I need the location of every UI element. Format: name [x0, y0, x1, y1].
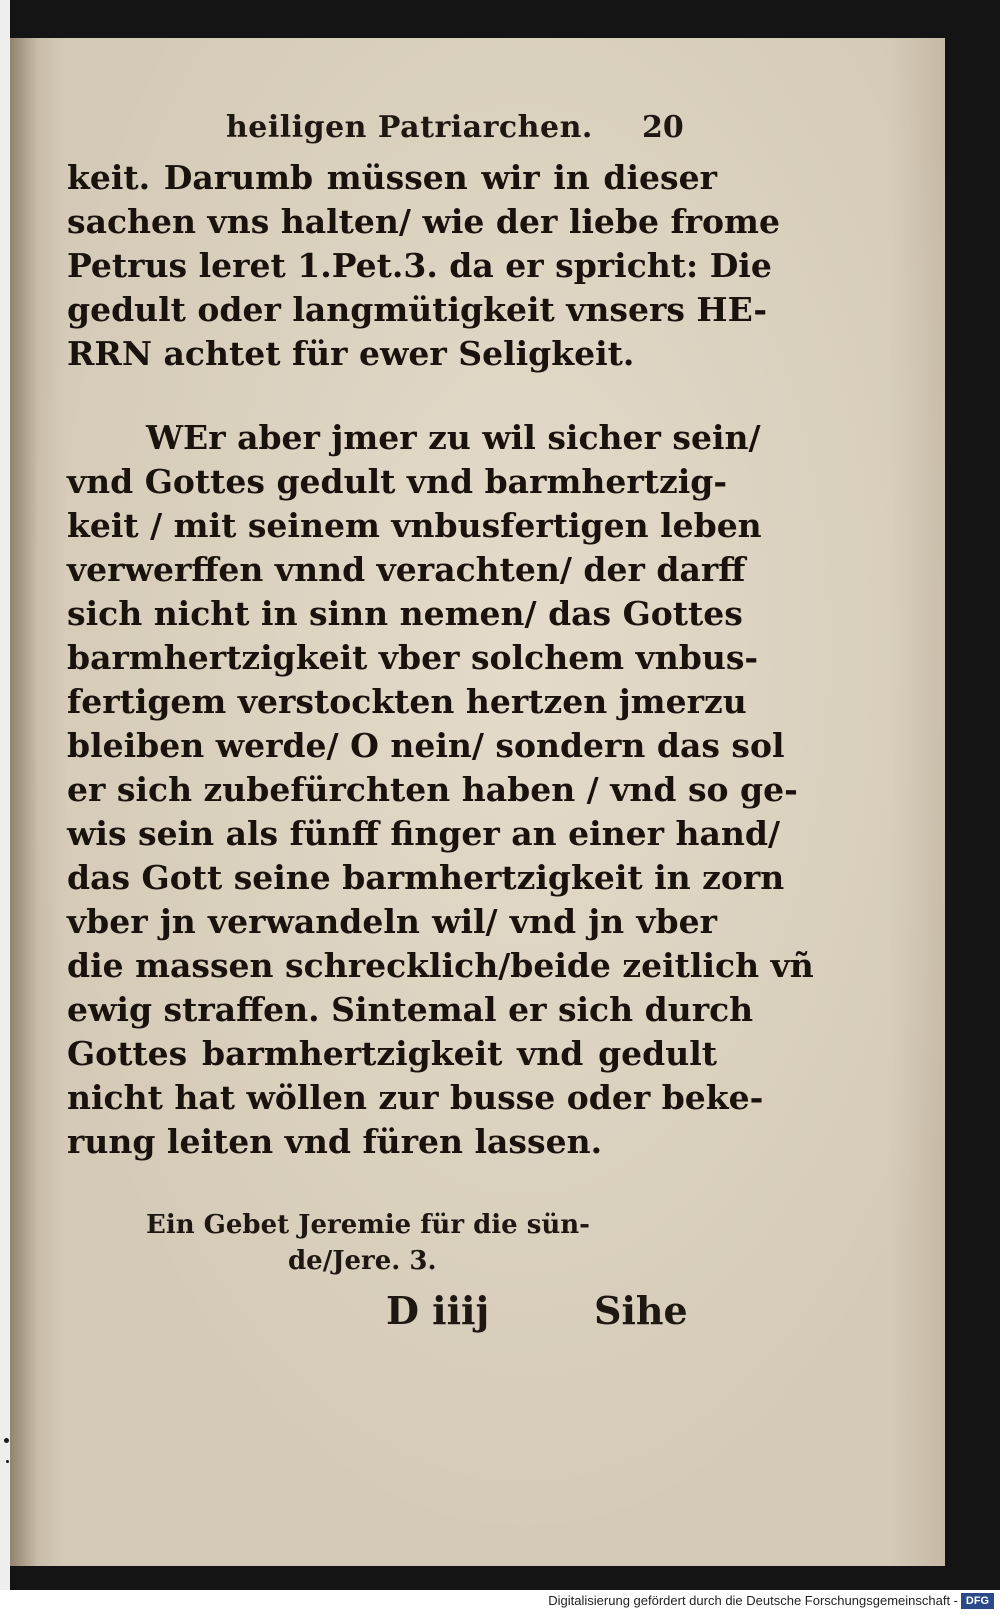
- catchword: Sihe: [594, 1288, 688, 1333]
- text-line: sich nicht in sinn nemen/ das Gottes: [67, 594, 743, 633]
- text-line: WEr aber jmer zu wil sicher sein/: [146, 418, 761, 457]
- dfg-logo: DFG: [961, 1593, 994, 1609]
- funding-credit: Digitalisierung gefördert durch die Deutsche Forschungsgemeinschaft -: [548, 1593, 958, 1608]
- text-line: verwerffen vnnd verachten/ der darff: [67, 550, 746, 589]
- text-line: bleiben werde/ O nein/ sondern das sol: [67, 726, 785, 765]
- text-line: keit / mit seinem vnbusfertigen leben: [67, 506, 762, 545]
- text-line: er sich zubefürchten haben / vnd so ge-: [67, 770, 798, 809]
- text-line: ewig straffen. Sintemal er sich durch: [67, 990, 754, 1029]
- text-line: keit. Darumb müssen wir in dieser: [67, 158, 717, 197]
- text-line: wis sein als fünff finger an einer hand/: [67, 814, 781, 853]
- text-line: fertigem verstockten hertzen jmerzu: [67, 682, 747, 721]
- text-line: RRN achtet für ewer Seligkeit.: [67, 334, 635, 373]
- scan-margin-left: [0, 0, 10, 1614]
- signature-mark: D iiij: [386, 1288, 490, 1333]
- text-line: Gottes barmhertzigkeit vnd gedult: [67, 1034, 717, 1073]
- footer-bar: [0, 1590, 1000, 1614]
- book-page: [10, 38, 945, 1566]
- text-line: rung leiten vnd füren lassen.: [67, 1122, 603, 1161]
- text-line: nicht hat wöllen zur busse oder beke-: [67, 1078, 764, 1117]
- text-line: sachen vns halten/ wie der liebe frome: [67, 202, 780, 241]
- folio-number: 20: [642, 110, 684, 145]
- text-line: die massen schrecklich/beide zeitlich vñ: [67, 946, 814, 985]
- text-line: vber jn verwandeln wil/ vnd jn vber: [67, 902, 717, 941]
- text-line: Petrus leret 1.Pet.3. da er spricht: Die: [67, 246, 772, 285]
- text-line: vnd Gottes gedult vnd barmhertzig-: [67, 462, 728, 501]
- running-header: heiligen Patriarchen.: [226, 110, 593, 145]
- text-line: barmhertzigkeit vber solchem vnbus-: [67, 638, 759, 677]
- scan-speck: [6, 1460, 9, 1463]
- page-edge-shadow: [10, 38, 38, 1566]
- text-line: das Gott seine barmhertzigkeit in zorn: [67, 858, 785, 897]
- text-line: gedult oder langmütigkeit vnsers HE-: [67, 290, 768, 329]
- scan-speck: [4, 1438, 9, 1443]
- prayer-caption-line-2: de/Jere. 3.: [288, 1246, 437, 1276]
- prayer-caption-line-1: Ein Gebet Jeremie für die sün-: [146, 1210, 590, 1240]
